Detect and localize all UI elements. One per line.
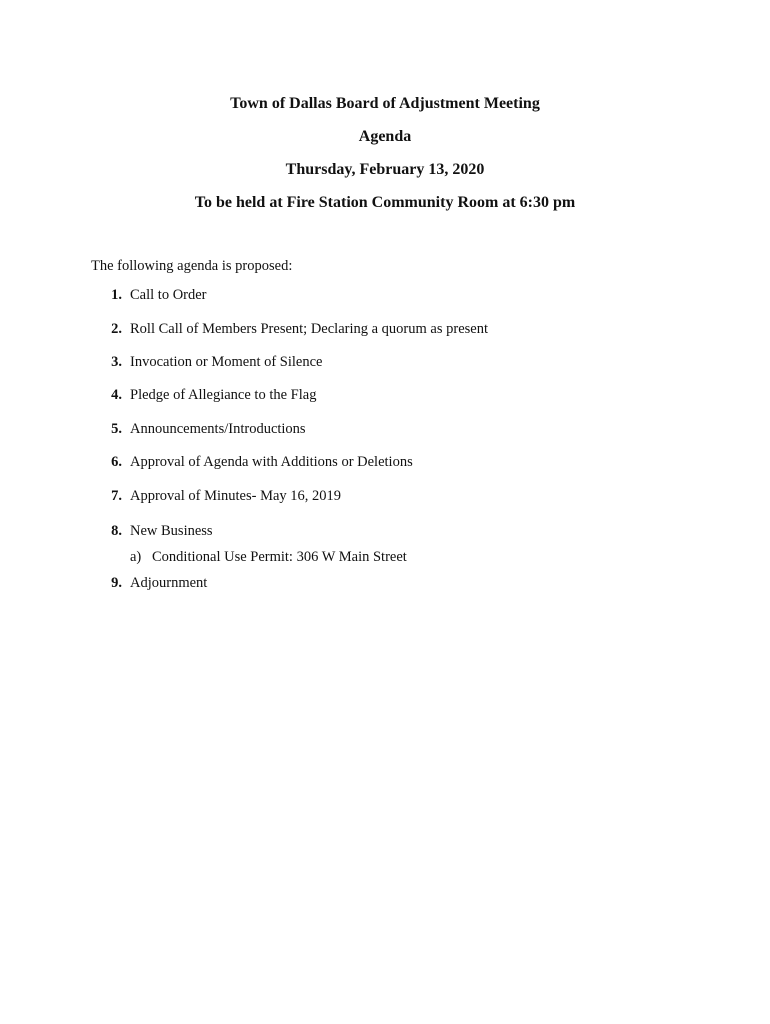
agenda-item-text: New Business xyxy=(130,523,213,539)
agenda-subitem-text: Conditional Use Permit: 306 W Main Street xyxy=(152,549,407,565)
agenda-item-text: Approval of Minutes- May 16, 2019 xyxy=(130,488,342,504)
agenda-item-number: 2. xyxy=(111,321,122,337)
agenda-item-text: Roll Call of Members Present; Declaring a quorum as present xyxy=(130,321,488,337)
agenda-heading: Agenda xyxy=(358,128,412,145)
agenda-item-number: 4. xyxy=(111,387,122,403)
agenda-item-number: 7. xyxy=(111,488,122,504)
agenda-item-text: Adjournment xyxy=(130,575,208,591)
meeting-location: To be held at Fire Station Community Room at 6:30 pm xyxy=(194,194,576,211)
agenda-item-text: Approval of Agenda with Additions or Deletions xyxy=(130,454,413,470)
agenda-item-number: 8. xyxy=(111,523,122,539)
agenda-subitem-marker: a) xyxy=(130,549,142,565)
agenda-item-text: Call to Order xyxy=(130,287,207,303)
meeting-date: Thursday, February 13, 2020 xyxy=(285,161,485,178)
agenda-item-number: 1. xyxy=(111,287,122,303)
meeting-title: Town of Dallas Board of Adjustment Meeting xyxy=(230,95,540,112)
agenda-item-text: Pledge of Allegiance to the Flag xyxy=(130,387,317,403)
agenda-item-number: 6. xyxy=(111,454,122,470)
agenda-item-text: Announcements/Introductions xyxy=(130,421,306,437)
agenda-item-number: 3. xyxy=(111,354,122,370)
agenda-subitem xyxy=(130,548,407,566)
agenda-item-number: 5. xyxy=(111,421,122,437)
agenda-item-text: Invocation or Moment of Silence xyxy=(130,354,323,370)
agenda-intro: The following agenda is proposed: xyxy=(91,258,293,274)
agenda-item-number: 9. xyxy=(111,575,122,591)
